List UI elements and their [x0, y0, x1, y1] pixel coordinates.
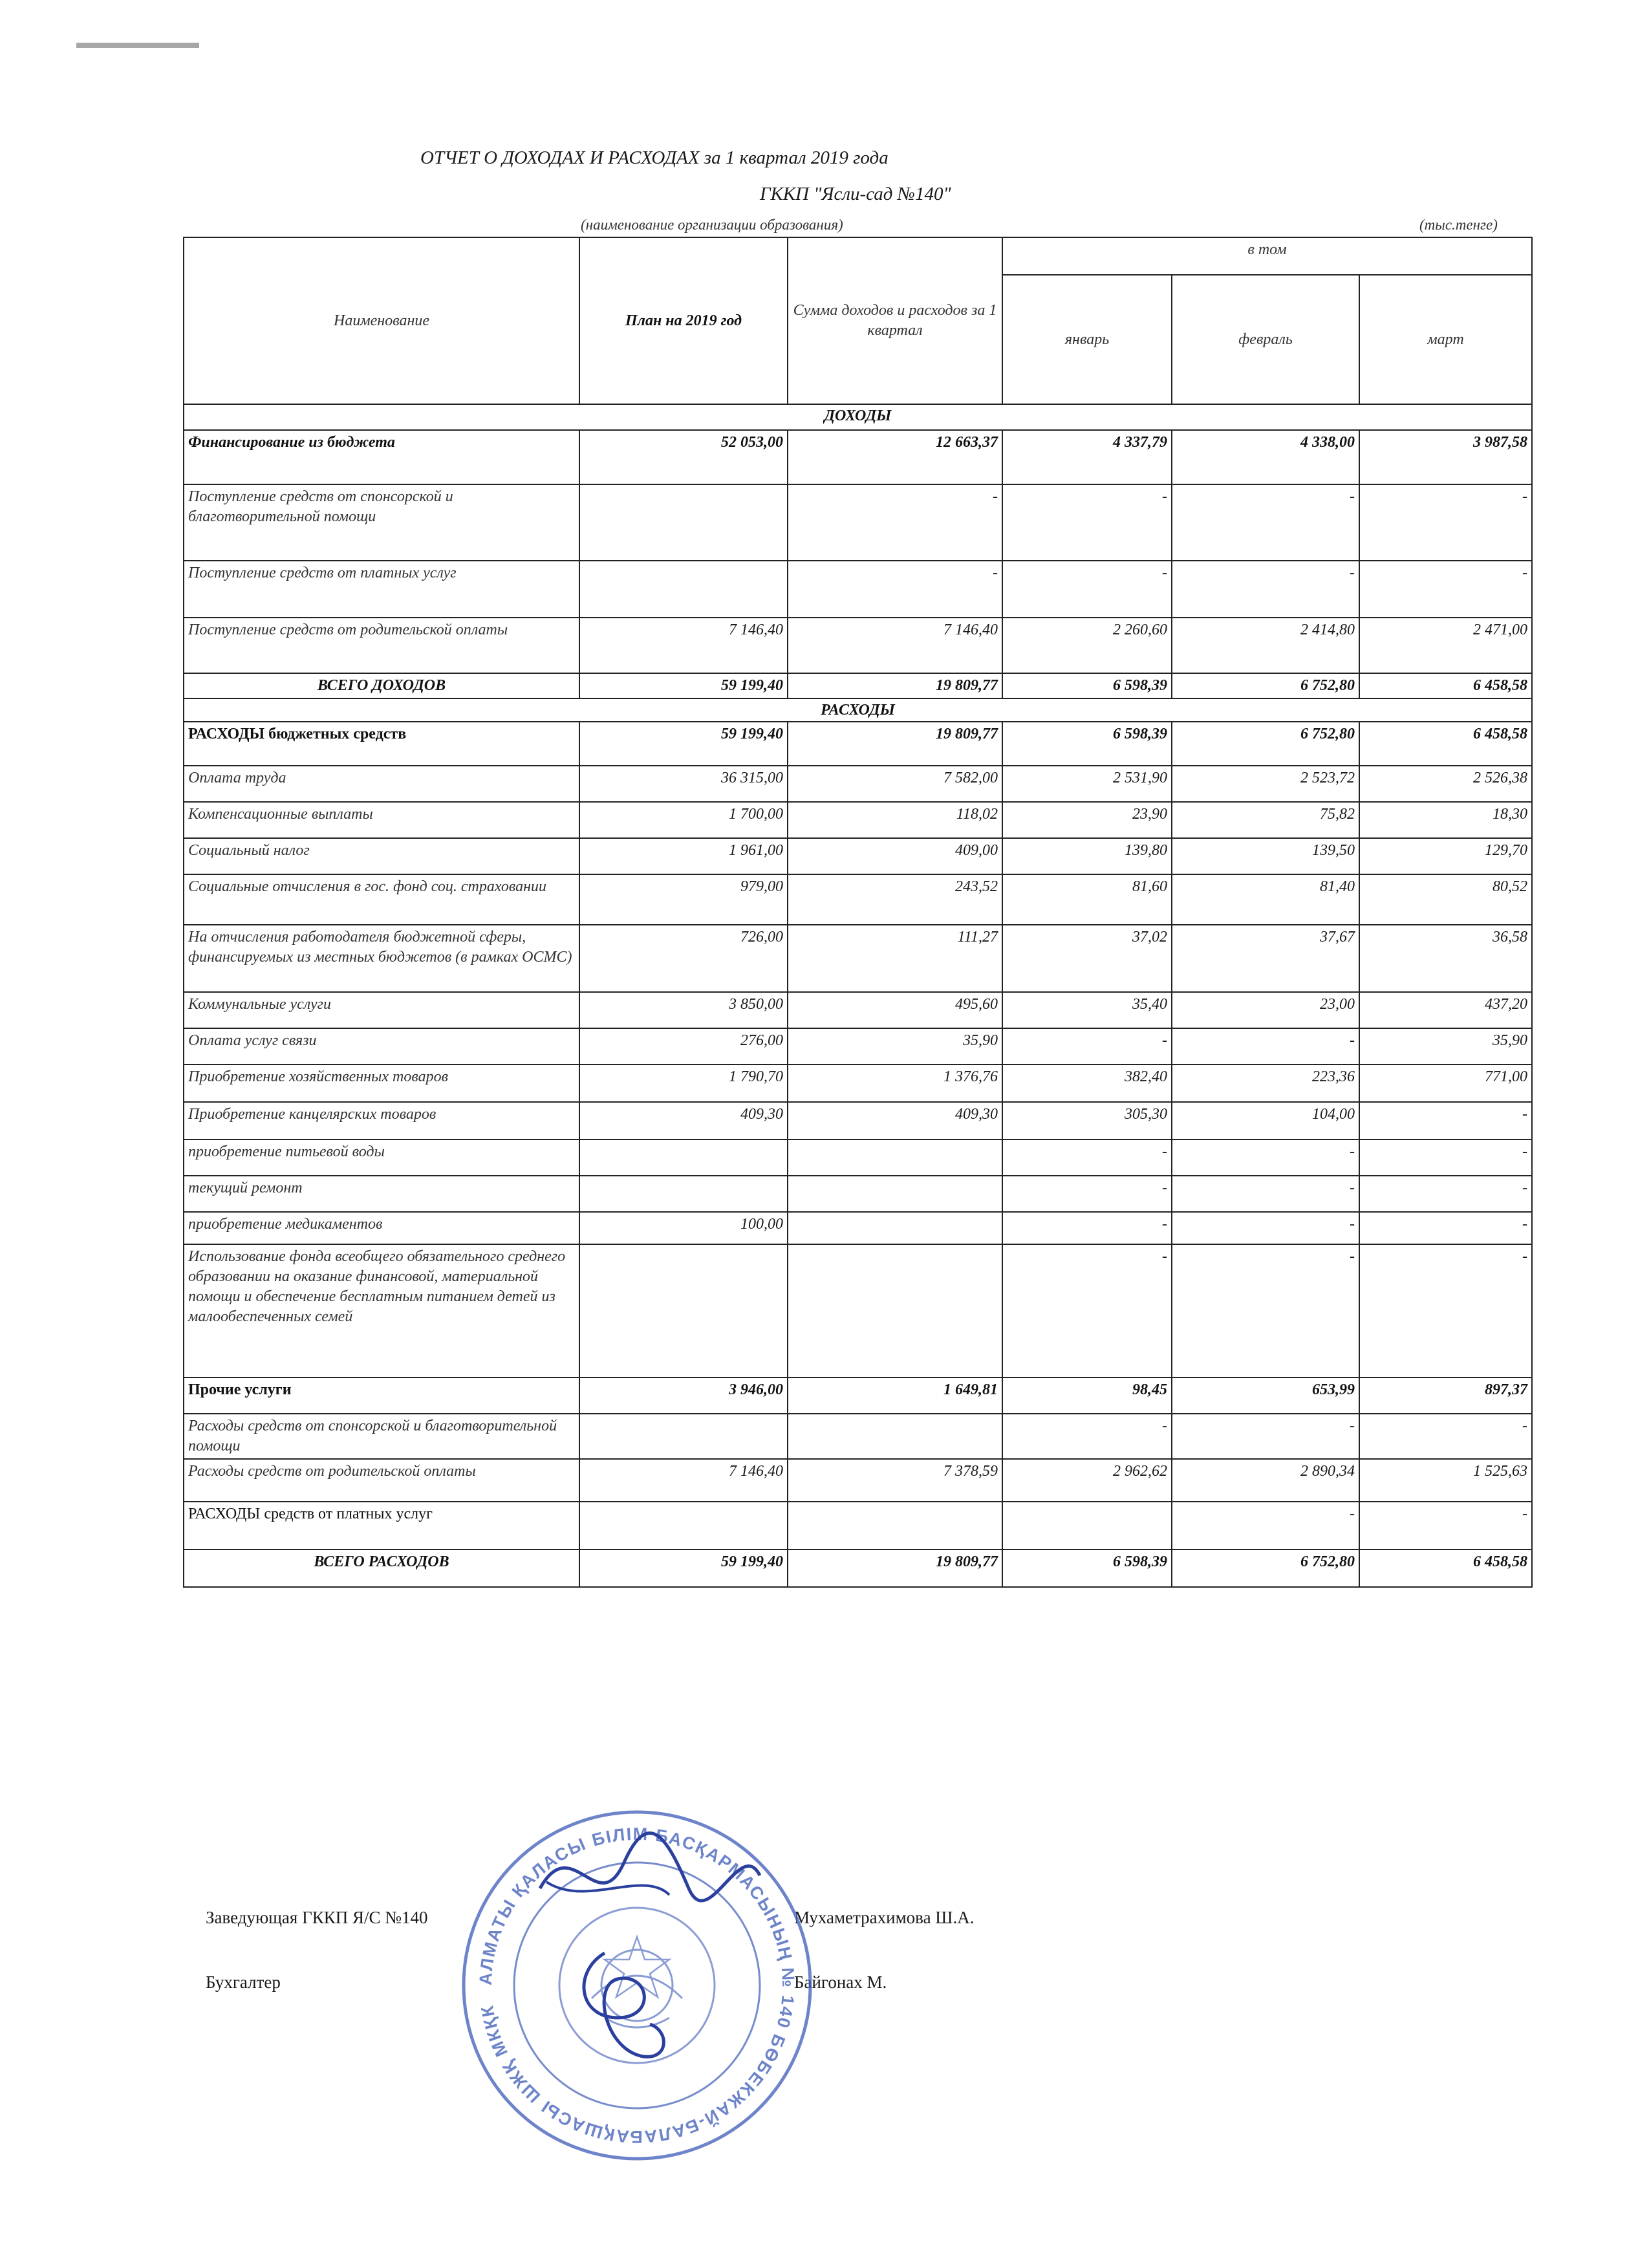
cell-feb: 6 752,80	[1172, 722, 1359, 766]
col-mar-header: март	[1359, 275, 1532, 404]
cell-feb: 23,00	[1172, 992, 1359, 1028]
cell-plan: 100,00	[579, 1212, 788, 1244]
report-title: ОТЧЕТ О ДОХОДАХ И РАСХОДАХ за 1 квартал 2019 года	[420, 147, 889, 168]
header-rows	[184, 237, 1532, 430]
cell-jan: 382,40	[1002, 1064, 1172, 1102]
cell-mar: -	[1359, 1414, 1532, 1458]
expense-rows	[184, 722, 1532, 1586]
cell-feb: -	[1172, 1028, 1359, 1064]
cell-sum: 12 663,37	[788, 430, 1002, 484]
col-months-group-header: в том	[1002, 237, 1532, 275]
cell-jan: 23,90	[1002, 802, 1172, 838]
expense-total-row	[184, 1550, 1532, 1587]
cell-plan: 7 146,40	[579, 1459, 788, 1502]
expense-row	[184, 1139, 1532, 1176]
cell-sum: 409,00	[788, 838, 1002, 874]
cell-jan: -	[1002, 1176, 1172, 1212]
cell-sum: 35,90	[788, 1028, 1002, 1064]
cell-feb: -	[1172, 1414, 1359, 1458]
cell-name: Коммунальные услуги	[184, 992, 579, 1028]
cell-feb: 81,40	[1172, 874, 1359, 925]
cell-plan	[579, 1244, 788, 1377]
col-plan-header: План на 2019 год	[579, 237, 788, 404]
cell-sum: 495,60	[788, 992, 1002, 1028]
expense-row	[184, 1377, 1532, 1414]
cell-sum	[788, 1212, 1002, 1244]
cell-feb: 6 752,80	[1172, 673, 1359, 698]
cell-sum: -	[788, 561, 1002, 618]
income-row	[184, 484, 1532, 561]
cell-name: Финансирование из бюджета	[184, 430, 579, 484]
expense-row	[184, 1414, 1532, 1458]
income-row	[184, 561, 1532, 618]
cell-feb: 4 338,00	[1172, 430, 1359, 484]
cell-name: приобретение питьевой воды	[184, 1139, 579, 1176]
cell-plan	[579, 1139, 788, 1176]
cell-jan: 2 962,62	[1002, 1459, 1172, 1502]
cell-mar: 35,90	[1359, 1028, 1532, 1064]
head-signature-label: Заведующая ГККП Я/С №140	[206, 1908, 428, 1927]
expense-row	[184, 874, 1532, 925]
expense-row	[184, 1244, 1532, 1377]
cell-mar: 3 987,58	[1359, 430, 1532, 484]
cell-sum	[788, 1244, 1002, 1377]
cell-jan: 6 598,39	[1002, 1550, 1172, 1587]
cell-feb: 2 414,80	[1172, 618, 1359, 673]
cell-mar: 897,37	[1359, 1377, 1532, 1414]
cell-sum	[788, 1176, 1002, 1212]
expense-row	[184, 1064, 1532, 1102]
col-name-header: Наименование	[184, 237, 579, 404]
cell-mar: 771,00	[1359, 1064, 1532, 1102]
cell-sum: 1 376,76	[788, 1064, 1002, 1102]
cell-name: На отчисления работодателя бюджетной сферы, финансируемых из местных бюджетов (в рамках ОСМС)	[184, 925, 579, 992]
expense-row	[184, 992, 1532, 1028]
cell-mar: 1 525,63	[1359, 1459, 1532, 1502]
expense-budget-row	[184, 722, 1532, 766]
cell-name: Прочие услуги	[184, 1377, 579, 1414]
cell-jan: -	[1002, 561, 1172, 618]
cell-feb: -	[1172, 484, 1359, 561]
cell-jan: 2 531,90	[1002, 766, 1172, 802]
cell-jan	[1002, 1502, 1172, 1550]
cell-jan: 2 260,60	[1002, 618, 1172, 673]
accountant-handwritten-signature	[584, 1953, 663, 2057]
cell-name: Социальный налог	[184, 838, 579, 874]
organization-stamp	[456, 1804, 818, 2166]
cell-mar: -	[1359, 1244, 1532, 1377]
cell-plan: 59 199,40	[579, 673, 788, 698]
cell-name: Поступление средств от родительской оплаты	[184, 618, 579, 673]
accountant-signature-label: Бухгалтер	[206, 1972, 281, 1992]
cell-plan: 59 199,40	[579, 722, 788, 766]
cell-feb: -	[1172, 1212, 1359, 1244]
cell-jan: 4 337,79	[1002, 430, 1172, 484]
cell-jan: 37,02	[1002, 925, 1172, 992]
stamp-outer-ring	[464, 1812, 810, 2159]
cell-plan	[579, 1176, 788, 1212]
cell-mar: -	[1359, 1212, 1532, 1244]
cell-feb: 2 890,34	[1172, 1459, 1359, 1502]
income-total-row	[184, 673, 1532, 698]
report-table	[183, 237, 1533, 1588]
cell-name: ВСЕГО ДОХОДОВ	[184, 673, 579, 698]
cell-plan: 1 961,00	[579, 838, 788, 874]
cell-plan: 3 946,00	[579, 1377, 788, 1414]
cell-plan: 1 700,00	[579, 802, 788, 838]
cell-jan: -	[1002, 1139, 1172, 1176]
cell-plan	[579, 484, 788, 561]
expense-row	[184, 1502, 1532, 1550]
cell-sum	[788, 1414, 1002, 1458]
cell-mar: -	[1359, 561, 1532, 618]
cell-jan: -	[1002, 484, 1172, 561]
income-row	[184, 618, 1532, 673]
cell-feb: 75,82	[1172, 802, 1359, 838]
expense-row	[184, 766, 1532, 802]
cell-sum: 19 809,77	[788, 722, 1002, 766]
cell-name: ВСЕГО РАСХОДОВ	[184, 1550, 579, 1587]
expense-row	[184, 925, 1532, 992]
cell-mar: -	[1359, 1102, 1532, 1139]
col-sum-header: Сумма доходов и расходов за 1 квартал	[788, 237, 1002, 404]
cell-feb: 223,36	[1172, 1064, 1359, 1102]
cell-sum	[788, 1502, 1002, 1550]
expense-row	[184, 1028, 1532, 1064]
cell-plan: 1 790,70	[579, 1064, 788, 1102]
cell-jan: 305,30	[1002, 1102, 1172, 1139]
cell-feb: 653,99	[1172, 1377, 1359, 1414]
expense-row	[184, 1459, 1532, 1502]
accountant-signature-name: Байгонах М.	[794, 1972, 887, 1992]
cell-mar: 80,52	[1359, 874, 1532, 925]
cell-sum	[788, 1139, 1002, 1176]
stamp-inner-ring	[514, 1863, 760, 2108]
cell-mar: 18,30	[1359, 802, 1532, 838]
cell-mar: 2 471,00	[1359, 618, 1532, 673]
head-signature-name: Мухаметрахимова Ш.А.	[794, 1908, 975, 1927]
cell-feb: 2 523,72	[1172, 766, 1359, 802]
cell-feb: -	[1172, 561, 1359, 618]
cell-sum: 7 378,59	[788, 1459, 1002, 1502]
cell-feb: 37,67	[1172, 925, 1359, 992]
cell-sum: 118,02	[788, 802, 1002, 838]
income-rows	[184, 430, 1532, 698]
cell-name: Использование фонда всеобщего обязательного среднего образовании на оказание финансовой, материальной помощи и обеспечение бесплатным питанием детей из малообеспеченных семей	[184, 1244, 579, 1377]
cell-jan: 6 598,39	[1002, 722, 1172, 766]
cell-plan: 726,00	[579, 925, 788, 992]
cell-mar: 6 458,58	[1359, 722, 1532, 766]
cell-sum: 111,27	[788, 925, 1002, 992]
cell-jan: -	[1002, 1414, 1172, 1458]
cell-plan: 36 315,00	[579, 766, 788, 802]
cell-mar: -	[1359, 484, 1532, 561]
col-jan-header: январь	[1002, 275, 1172, 404]
income-section-title: ДОХОДЫ	[184, 404, 1532, 430]
cell-jan: -	[1002, 1212, 1172, 1244]
cell-name: приобретение медикаментов	[184, 1212, 579, 1244]
cell-mar: -	[1359, 1502, 1532, 1550]
cell-name: Приобретение хозяйственных товаров	[184, 1064, 579, 1102]
cell-mar: -	[1359, 1176, 1532, 1212]
cell-sum: 19 809,77	[788, 1550, 1002, 1587]
expense-row	[184, 1176, 1532, 1212]
cell-name: Поступление средств от платных услуг	[184, 561, 579, 618]
cell-plan: 409,30	[579, 1102, 788, 1139]
cell-jan: -	[1002, 1244, 1172, 1377]
cell-sum: 1 649,81	[788, 1377, 1002, 1414]
expense-row	[184, 1212, 1532, 1244]
cell-feb: 139,50	[1172, 838, 1359, 874]
cell-jan: 139,80	[1002, 838, 1172, 874]
cell-jan: 98,45	[1002, 1377, 1172, 1414]
expense-row	[184, 1102, 1532, 1139]
cell-plan: 276,00	[579, 1028, 788, 1064]
cell-name: Расходы средств от спонсорской и благотворительной помощи	[184, 1414, 579, 1458]
cell-sum: 409,30	[788, 1102, 1002, 1139]
cell-plan	[579, 1502, 788, 1550]
cell-feb: -	[1172, 1176, 1359, 1212]
cell-name: текущий ремонт	[184, 1176, 579, 1212]
cell-mar: 2 526,38	[1359, 766, 1532, 802]
cell-name: РАСХОДЫ бюджетных средств	[184, 722, 579, 766]
cell-plan: 52 053,00	[579, 430, 788, 484]
cell-plan: 979,00	[579, 874, 788, 925]
cell-sum: 243,52	[788, 874, 1002, 925]
cell-plan	[579, 561, 788, 618]
svg-text:АЛМАТЫ ҚАЛАСЫ БІЛІМ БАСҚАРМАСЫ	[476, 1824, 799, 2146]
cell-name: Оплата труда	[184, 766, 579, 802]
cell-feb: -	[1172, 1139, 1359, 1176]
cell-sum: 19 809,77	[788, 673, 1002, 698]
organization-name: ГККП "Ясли-сад №140"	[760, 184, 951, 204]
expense-section-title: РАСХОДЫ	[184, 698, 1532, 722]
cell-sum: -	[788, 484, 1002, 561]
cell-plan: 59 199,40	[579, 1550, 788, 1587]
organization-caption: (наименование организации образования)	[581, 217, 843, 233]
cell-name: Поступление средств от спонсорской и благотворительной помощи	[184, 484, 579, 561]
scan-mark	[76, 43, 199, 48]
cell-name: РАСХОДЫ средств от платных услуг	[184, 1502, 579, 1550]
expense-row	[184, 802, 1532, 838]
unit-label: (тыс.тенге)	[1419, 217, 1498, 233]
cell-mar: 6 458,58	[1359, 1550, 1532, 1587]
stamp-text: АЛМАТЫ ҚАЛАСЫ БІЛІМ БАСҚАРМАСЫНЫҢ № 140 БӨБЕКЖАЙ-БАЛАБАҚШАСЫ ШЖҚ МКҚК	[475, 1824, 799, 2147]
cell-mar: 6 458,58	[1359, 673, 1532, 698]
cell-plan: 3 850,00	[579, 992, 788, 1028]
cell-sum: 7 582,00	[788, 766, 1002, 802]
col-feb-header: февраль	[1172, 275, 1359, 404]
cell-plan: 7 146,40	[579, 618, 788, 673]
cell-mar: 129,70	[1359, 838, 1532, 874]
cell-sum: 7 146,40	[788, 618, 1002, 673]
cell-name: Оплата услуг связи	[184, 1028, 579, 1064]
cell-feb: 104,00	[1172, 1102, 1359, 1139]
cell-name: Компенсационные выплаты	[184, 802, 579, 838]
cell-plan	[579, 1414, 788, 1458]
cell-jan: -	[1002, 1028, 1172, 1064]
cell-name: Приобретение канцелярских товаров	[184, 1102, 579, 1139]
cell-jan: 6 598,39	[1002, 673, 1172, 698]
expense-row	[184, 838, 1532, 874]
cell-mar: 36,58	[1359, 925, 1532, 992]
expense-section	[184, 698, 1532, 722]
income-row	[184, 430, 1532, 484]
cell-feb: 6 752,80	[1172, 1550, 1359, 1587]
cell-mar: 437,20	[1359, 992, 1532, 1028]
cell-mar: -	[1359, 1139, 1532, 1176]
cell-feb: -	[1172, 1502, 1359, 1550]
cell-feb: -	[1172, 1244, 1359, 1377]
cell-jan: 35,40	[1002, 992, 1172, 1028]
cell-name: Расходы средств от родительской оплаты	[184, 1459, 579, 1502]
cell-name: Социальные отчисления в гос. фонд соц. страховании	[184, 874, 579, 925]
cell-jan: 81,60	[1002, 874, 1172, 925]
